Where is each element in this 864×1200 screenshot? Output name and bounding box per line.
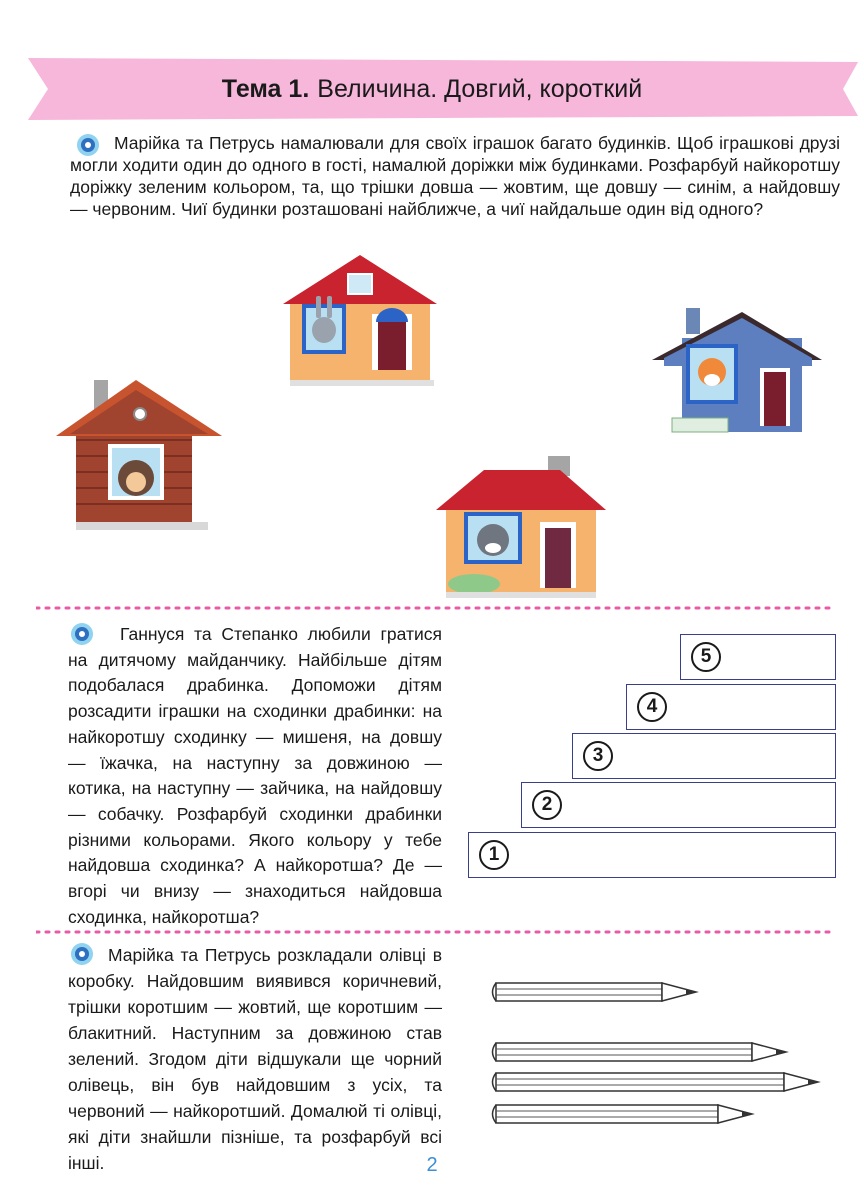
- pencil-long-1: [493, 1043, 787, 1061]
- pencil-short: [493, 983, 697, 1001]
- pencil-longest: [493, 1073, 819, 1091]
- step-number: 3: [583, 741, 613, 771]
- wolf-house: [436, 456, 606, 598]
- ladder-step-1[interactable]: [468, 832, 836, 878]
- ladder-step-3[interactable]: [572, 733, 836, 779]
- divider-1: [36, 604, 836, 612]
- fox-house: [652, 308, 822, 432]
- ladder-step-2[interactable]: [521, 782, 836, 828]
- task-2-text: Ганнуся та Степанко любили гратися на дитячому майданчику. Найбільше дітям подобалася драбинка. Допоможи дітям розсадити іграшки на сходинки драбинки: на найкоротшу сходинку — мишеня, на довшу — їжачка, на наступну за довжиною — котика, на наступну — зайчика, на найдовшу — собачку. Розфарбуй сходинки драбинки різними кольорами. Якого кольору у тебе найдовша сходинка? А найкоротша? Де — вгорі чи внизу — знаходиться найдовша сходинка, найкоротша?: [68, 624, 442, 927]
- ladder-step-5[interactable]: [680, 634, 836, 680]
- pencils-illustration: [490, 970, 830, 1130]
- divider-2: [36, 928, 836, 936]
- topic-title: Величина. Довгий, короткий: [317, 74, 643, 103]
- pencil-medium: [493, 1105, 753, 1123]
- step-number: 1: [479, 840, 509, 870]
- ladder-step-4[interactable]: [626, 684, 836, 730]
- bunny-house: [283, 255, 437, 386]
- task-1-text: Марійка та Петрусь намалювали для своїх іграшок багато будинків. Щоб іграшкові друзі могли ходити один до одного в гості, намалюй доріжки між будинками. Розфарбуй найкоротшу доріжку зеленим кольором, та, що трішки довша — жовтим, ще довшу — синім, а найдовшу — червоним. Чиї будинки розташовані найближче, а чиї найдальше один від одного?: [70, 133, 840, 219]
- hedgehog-house: [56, 380, 222, 530]
- step-number: 5: [691, 642, 721, 672]
- step-number: 4: [637, 692, 667, 722]
- task-3-text: Марійка та Петрусь розкладали олівці в коробку. Найдовшим виявився коричневий, трішки коротшим — жовтий, ще коротшим — блакитний. Наступним за довжиною став зелений. Згодом діти відшукали ще чорний олівець, він був найдовшим з усіх, та червоний — найкоротший. Домалюй ті олівці, які діти знайшли пізніше, та розфарбуй всі інші.: [68, 945, 442, 1173]
- topic-label: Тема 1.: [221, 74, 310, 103]
- page-number: 2: [426, 1154, 438, 1176]
- step-number: 2: [532, 790, 562, 820]
